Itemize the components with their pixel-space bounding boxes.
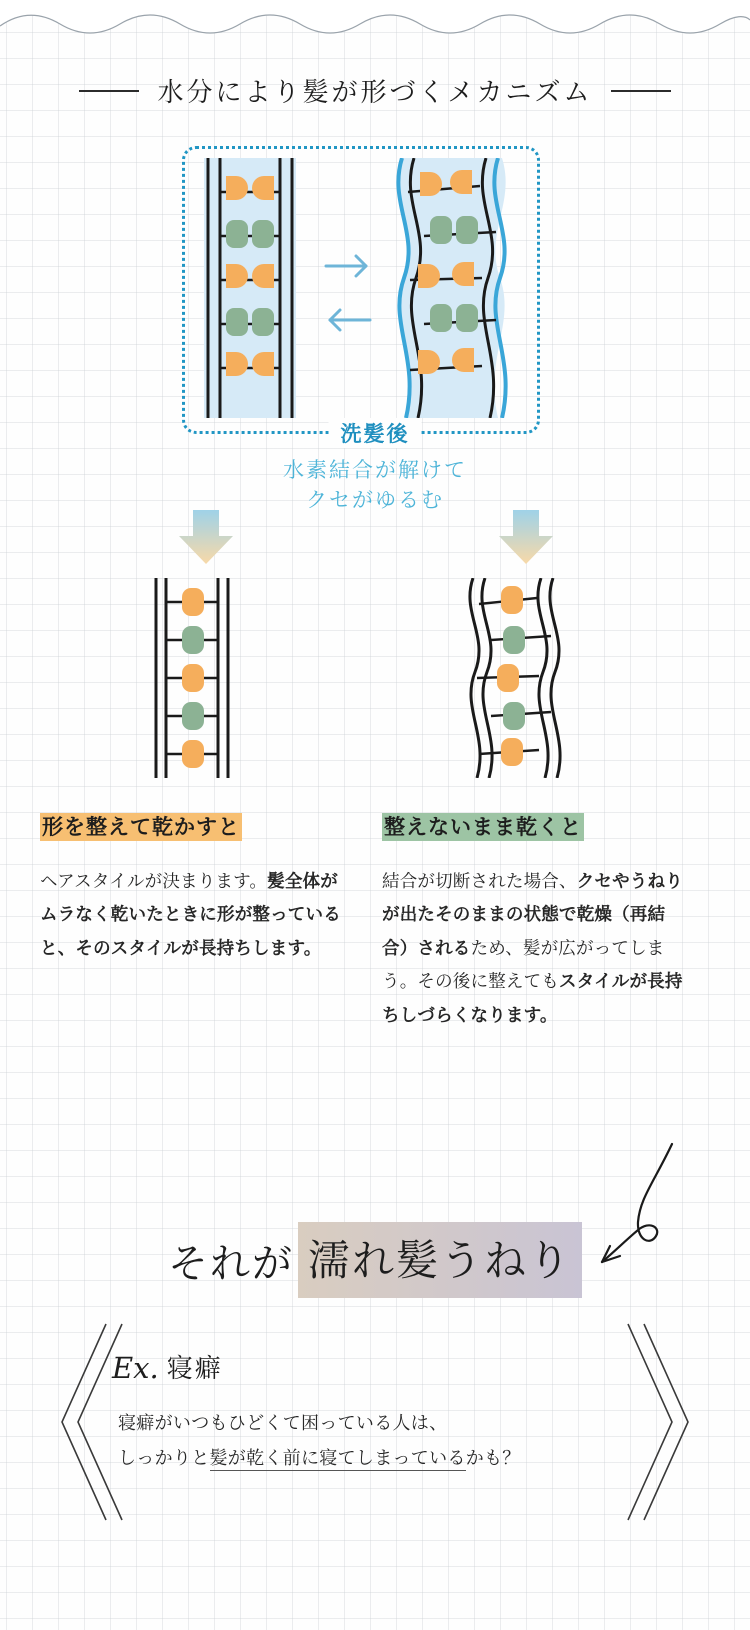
title-rule-right — [611, 90, 671, 92]
example-line-2 — [118, 1441, 521, 1476]
caption-line-1: 水素結合が解けて — [283, 458, 467, 482]
example-line-2-part2: かも？ — [465, 1448, 521, 1470]
straight-hair-fiber-icon — [140, 578, 250, 778]
wavy-top-edge — [0, 0, 750, 40]
example-keyword: 寝癖 — [166, 1354, 223, 1384]
column-heading-styled: 形を整えて乾かすと — [42, 815, 240, 839]
example-line-2-underlined: 髪が乾く前に寝てしまっている — [209, 1448, 466, 1470]
title-rule-left — [79, 90, 139, 92]
arrow-down-gradient-icon — [495, 510, 557, 566]
title-text: 水分により髪が形づくメカニズム — [157, 78, 593, 108]
arrow-down-gradient-icon — [175, 510, 237, 566]
column-styled-dry — [40, 810, 346, 966]
column-unstyled-dry — [382, 810, 688, 1034]
wavy-hair-fiber-icon — [455, 578, 575, 778]
example-line-2-part1: しっかりと — [118, 1448, 210, 1470]
banner-prefix: それが — [167, 1240, 294, 1287]
straight-hair-fiber-icon — [190, 158, 310, 418]
page-title — [0, 72, 750, 109]
wavy-hair-fiber-icon — [380, 158, 520, 418]
mechanism-caption — [0, 455, 750, 516]
example-line-1: 寝癖がいつもひどくて困っている人は、 — [118, 1413, 448, 1434]
caption-line-2: クセがゆるむ — [306, 488, 444, 513]
highlight-banner — [0, 1222, 750, 1298]
banner-keyword: 濡れ髪うねり — [298, 1222, 582, 1298]
column-heading-unstyled: 整えないまま乾くと — [384, 815, 582, 839]
example-ex-prefix: Ex. — [112, 1351, 159, 1385]
washed-hair-label: 洗髪後 — [329, 418, 422, 448]
column-body-styled: ヘアスタイルが決まります。髪全体がムラなく乾いたときに形が整っていると、そのスタイルが長持ちします。 — [40, 871, 341, 959]
example-box — [60, 1322, 690, 1522]
example-label — [112, 1348, 223, 1385]
exchange-arrows-icon — [318, 240, 378, 350]
column-body-unstyled: 結合が切断された場合、クセやうねりが出たそのままの状態で乾燥（再結合）されるため、髪が広がってしまう。その後に整えてもスタイルが長持ちしづらくなります。 — [382, 871, 683, 1027]
example-body — [118, 1406, 521, 1476]
